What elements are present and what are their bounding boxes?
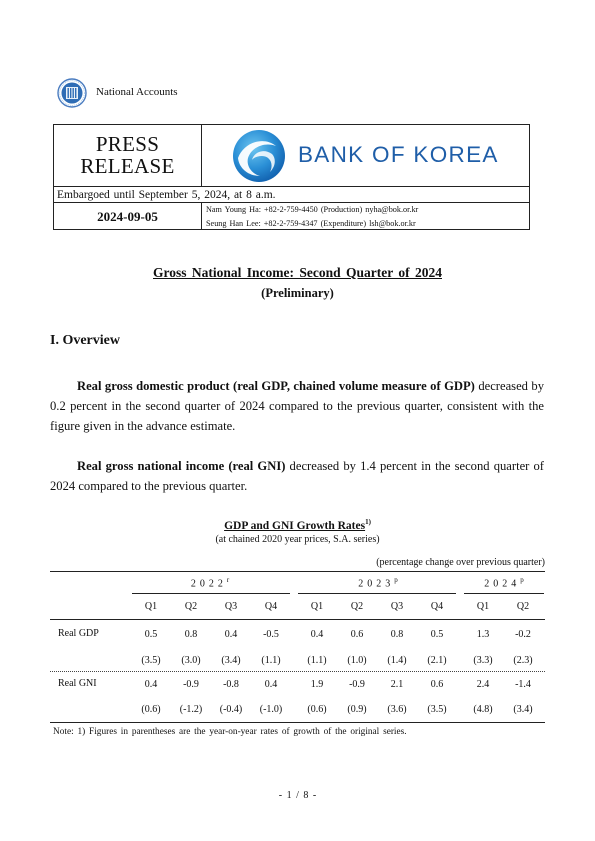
year-header-2023	[298, 576, 458, 589]
press-title-line2: RELEASE	[80, 154, 175, 178]
table-cell-qoq: 0.6	[430, 679, 444, 690]
year-label: 2024	[484, 578, 521, 590]
table-row-divider	[50, 671, 545, 672]
gdp-paragraph-lead: Real gross domestic product (real GDP, chained volume measure of GDP)	[77, 379, 475, 393]
table-cell-qoq: 1.9	[310, 679, 324, 690]
table-cell-yoy: (3.4)	[513, 704, 533, 715]
table-cell-yoy: (3.3)	[473, 655, 493, 666]
quarter-header: Q2	[184, 601, 198, 612]
row-label-gdp: Real GDP	[58, 628, 99, 639]
bank-name: BANK OF KOREA	[298, 142, 499, 167]
quarter-header: Q4	[430, 601, 444, 612]
table-cell-yoy: (0.6)	[141, 704, 161, 715]
table-cell-qoq: -1.4	[515, 679, 531, 690]
table-top-rule	[50, 571, 545, 572]
press-release-box	[53, 124, 530, 230]
page-number: - 1 / 8 -	[278, 790, 317, 801]
year-header-2022	[130, 576, 290, 589]
contact-production: Nam Young Ha: +82-2-759-4450 (Production) nyha@bok.or.kr	[206, 205, 419, 214]
table-cell-qoq: 0.4	[310, 629, 324, 640]
year-label: 2022	[190, 578, 227, 590]
gni-paragraph-lead: Real gross national income (real GNI)	[77, 459, 286, 473]
table-cell-yoy: (4.8)	[473, 704, 493, 715]
bok-emblem-icon	[230, 128, 288, 184]
table-cell-yoy: (3.6)	[387, 704, 407, 715]
table-cell-yoy: (1.1)	[307, 655, 327, 666]
quarter-header: Q4	[264, 601, 278, 612]
table-cell-yoy: (3.5)	[427, 704, 447, 715]
table-title-footnote-mark: 1)	[365, 518, 371, 526]
quarter-header: Q1	[476, 601, 490, 612]
table-cell-qoq: 0.8	[184, 629, 198, 640]
date-contact-row	[54, 202, 529, 229]
gdp-paragraph-body: decreased by 0.2 percent in the second quarter of 2024 compared to the previous quarter, consistent with the figure given in the advance estimate.	[50, 379, 544, 433]
table-title-text: GDP and GNI Growth Rates	[224, 519, 366, 532]
bok-seal-icon	[57, 78, 87, 108]
table-cell-qoq: 0.5	[430, 629, 444, 640]
row-label-gni: Real GNI	[58, 678, 97, 689]
year-mark: p	[520, 576, 524, 584]
quarter-header: Q1	[310, 601, 324, 612]
table-unit: (percentage change over previous quarter)	[376, 557, 545, 568]
table-cell-qoq: 0.5	[144, 629, 158, 640]
table-cell-qoq: 0.6	[350, 629, 364, 640]
table-cell-qoq: 1.3	[476, 629, 490, 640]
table-subtitle: (at chained 2020 year prices, S.A. series)	[215, 534, 380, 545]
gni-paragraph-body: decreased by 1.4 percent in the second quarter of 2024 compared to the previous quarter.	[50, 459, 544, 493]
quarter-header: Q3	[224, 601, 238, 612]
table-cell-yoy: (3.0)	[181, 655, 201, 666]
table-cell-yoy: (2.1)	[427, 655, 447, 666]
table-cell-yoy: (0.6)	[307, 704, 327, 715]
year-underline-2022	[132, 593, 290, 594]
release-date: 2024-09-05	[54, 203, 202, 229]
table-cell-yoy: (1.1)	[261, 655, 281, 666]
table-cell-qoq: -0.5	[263, 629, 279, 640]
document-title	[0, 265, 595, 281]
quarter-header: Q1	[144, 601, 158, 612]
table-cell-yoy: (0.9)	[347, 704, 367, 715]
bank-logo-area	[202, 125, 529, 186]
overview-paragraph-gni	[50, 456, 544, 496]
table-cell-qoq: -0.9	[349, 679, 365, 690]
table-cell-qoq: 0.4	[224, 629, 238, 640]
overview-paragraph-gdp	[50, 376, 544, 436]
table-cell-qoq: 0.4	[144, 679, 158, 690]
table-cell-yoy: (1.0)	[347, 655, 367, 666]
table-cell-qoq: 0.4	[264, 679, 278, 690]
quarter-header: Q3	[390, 601, 404, 612]
year-mark: r	[226, 576, 230, 584]
year-mark: p	[394, 576, 398, 584]
table-cell-qoq: -0.2	[515, 629, 531, 640]
section-heading: I. Overview	[50, 333, 120, 348]
department-name: National Accounts	[96, 86, 178, 98]
embargo-notice: Embargoed until September 5, 2024, at 8 a.m.	[54, 186, 529, 203]
table-cell-qoq: -0.9	[183, 679, 199, 690]
quarter-header: Q2	[516, 601, 530, 612]
table-header-rule	[50, 619, 545, 620]
document-title-text: Gross National Income: Second Quarter of 2024	[153, 265, 442, 280]
table-bottom-rule	[50, 722, 545, 723]
contact-expenditure: Seung Han Lee: +82-2-759-4347 (Expenditure) lsh@bok.or.kr	[206, 219, 416, 228]
table-cell-qoq: -0.8	[223, 679, 239, 690]
table-cell-yoy: (-1.0)	[259, 704, 283, 715]
press-title-line1: PRESS	[95, 132, 160, 156]
document-subtitle: (Preliminary)	[261, 286, 334, 300]
table-cell-qoq: 0.8	[390, 629, 404, 640]
table-cell-yoy: (-1.2)	[179, 704, 203, 715]
table-cell-qoq: 2.4	[476, 679, 490, 690]
year-underline-2023	[298, 593, 456, 594]
table-cell-yoy: (1.4)	[387, 655, 407, 666]
year-label: 2023	[358, 578, 395, 590]
year-header-2024	[464, 576, 544, 589]
table-cell-yoy: (2.3)	[513, 655, 533, 666]
table-title	[0, 518, 595, 532]
table-footnote: Note: 1) Figures in parentheses are the year-on-year rates of growth of the original series.	[53, 727, 407, 737]
table-cell-yoy: (3.4)	[221, 655, 241, 666]
press-release-label	[54, 125, 202, 186]
year-underline-2024	[464, 593, 544, 594]
table-cell-yoy: (-0.4)	[219, 704, 243, 715]
table-cell-yoy: (3.5)	[141, 655, 161, 666]
quarter-header: Q2	[350, 601, 364, 612]
table-cell-qoq: 2.1	[390, 679, 404, 690]
